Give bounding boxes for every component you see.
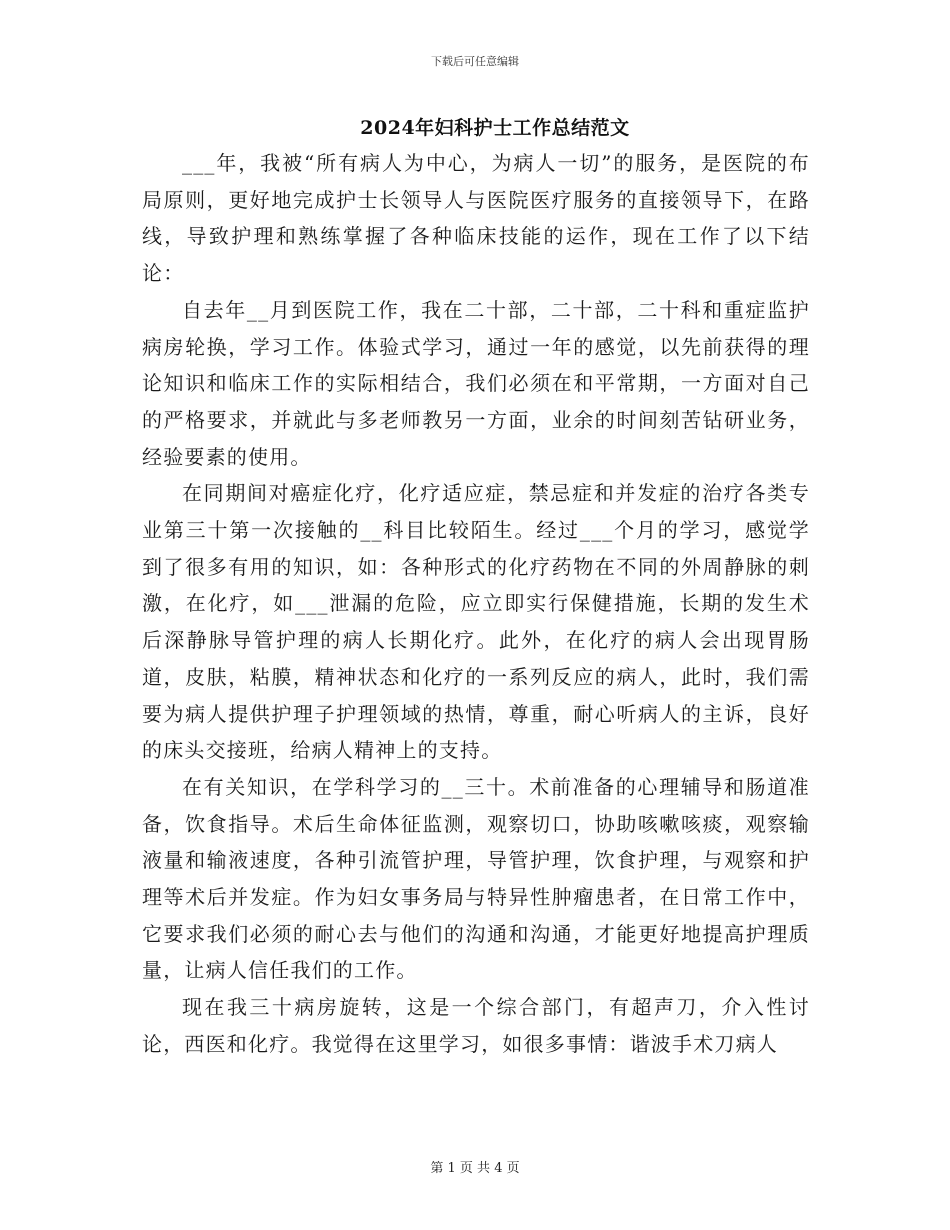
page-footer: 第 1 页 共 4 页: [430, 1161, 520, 1176]
paragraph: 在有关知识，在学科学习的__三十。术前准备的心理辅导和肠道准备，饮食指导。术后生命体征监测，观察切口，协助咳嗽咳痰，观察输液量和输液速度，各种引流管护理，导管护理，饮食护理，与观察和护理等术后并发症。作为妇女事务局与特异性肿瘤患者，在日常工作中，它要求我们必须的耐心去与他们的沟通和沟通，才能更好地提高护理质量，让病人信任我们的工作。: [142, 774, 810, 983]
paragraph: 现在我三十病房旋转，这是一个综合部门，有超声刀，介入性讨论，西医和化疗。我觉得在这里学习，如很多事情：谐波手术刀病人: [142, 995, 810, 1056]
document-title: 2024年妇科护士工作总结范文: [360, 117, 630, 139]
document-body: [142, 145, 810, 1063]
paragraph: ___年，我被“所有病人为中心，为病人一切”的服务，是医院的布局原则，更好地完成护士长领导人与医院医疗服务的直接领导下，在路线，导致护理和熟练掌握了各种临床技能的运作，现在工作了以下结论：: [142, 151, 810, 286]
header-note: 下载后可任意编辑: [431, 55, 519, 68]
paragraph: 自去年__月到医院工作，我在二十部，二十部，二十科和重症监护病房轮换，学习工作。体验式学习，通过一年的感觉，以先前获得的理论知识和临床工作的实际相结合，我们必须在和平常期，一方面对自己的严格要求，并就此与多老师教另一方面，业余的时间刻苦钻研业务，经验要素的使用。: [142, 297, 810, 469]
paragraph: 在同期间对癌症化疗，化疗适应症，禁忌症和并发症的治疗各类专业第三十第一次接触的__科目比较陌生。经过___个月的学习，感觉学到了很多有用的知识，如：各种形式的化疗药物在不同的外周静脉的刺激，在化疗，如___泄漏的危险，应立即实行保健措施，长期的发生术后深静脉导管护理的病人长期化疗。此外，在化疗的病人会出现胃肠道，皮肤，粘膜，精神状态和化疗的一系列反应的病人，此时，我们需要为病人提供护理子护理领域的热情，尊重，耐心听病人的主诉，良好的床头交接班，给病人精神上的支持。: [142, 481, 810, 763]
